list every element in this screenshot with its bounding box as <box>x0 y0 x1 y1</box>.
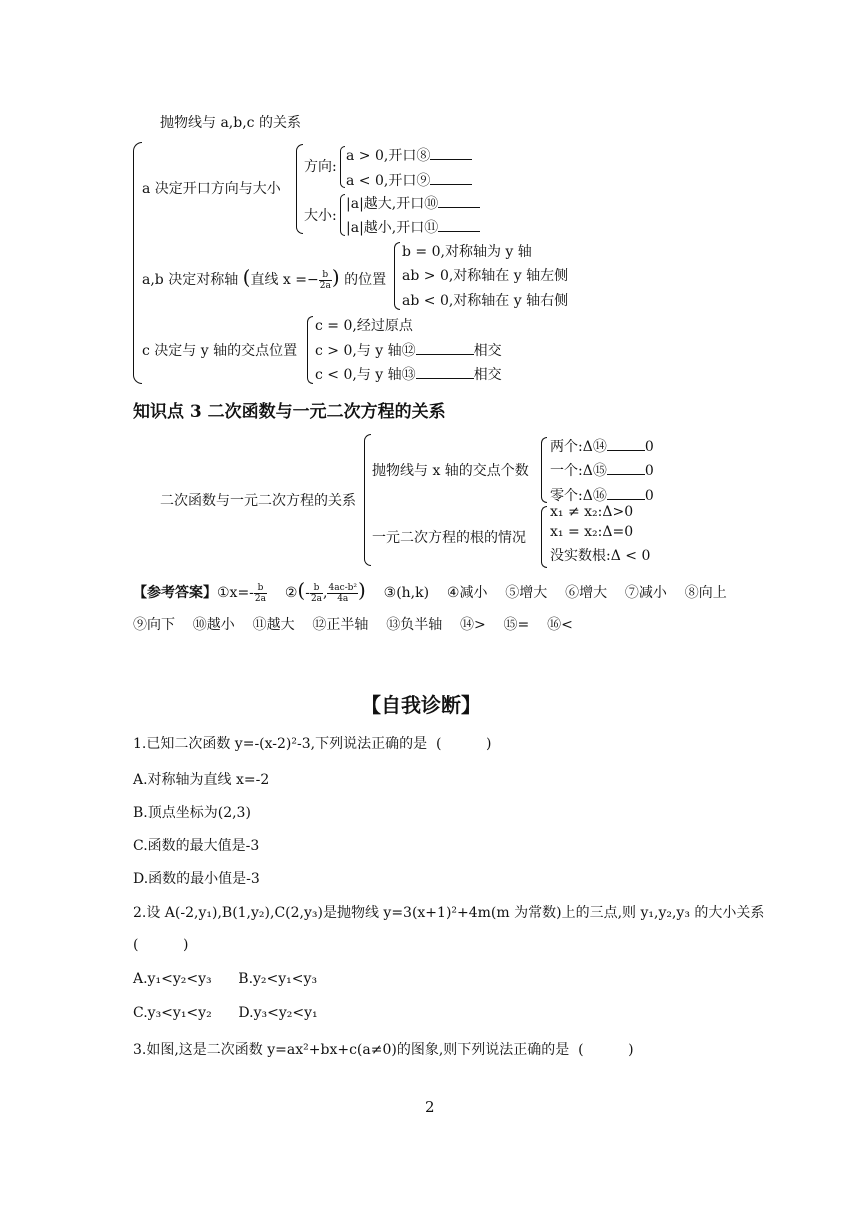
question-2-paren: ( ) <box>133 937 189 953</box>
roots-line-1: x₁ ≠ x₂:Δ>0 <box>550 504 634 520</box>
int-2-post: 0 <box>644 463 654 479</box>
blank-9 <box>430 171 472 185</box>
int-2-pre: 一个:Δ⑮ <box>550 463 607 479</box>
size-line-1 <box>346 193 480 213</box>
paren-open: ( <box>242 265 251 289</box>
ab-frac-den: 2a <box>319 280 331 291</box>
intersection-line-3 <box>550 485 654 505</box>
relation-brace <box>364 434 371 566</box>
direction-label: 方向: <box>304 159 337 175</box>
direction-line-2 <box>346 170 472 190</box>
relation-root-label: 二次函数与一元二次方程的关系 <box>160 493 356 509</box>
direction-line-1 <box>346 145 472 165</box>
intersection-label: 抛物线与 x 轴的交点个数 <box>372 463 529 479</box>
direction-1-text: a > 0,开口⑧ <box>346 148 431 164</box>
c-2-pre: c > 0,与 y 轴⑫ <box>315 343 416 359</box>
ab-fraction <box>319 270 332 291</box>
answers-label: 【参考答案】 <box>133 585 217 601</box>
knowledge-point-3-heading: 知识点 3 二次函数与一元二次方程的关系 <box>133 402 446 422</box>
size-brace <box>340 194 345 236</box>
question-1: 1.已知二次函数 y=-(x-2)²-3,下列说法正确的是 ( ) <box>133 736 492 752</box>
blank-16 <box>607 486 645 500</box>
question-1-option-d: D.函数的最小值是-3 <box>133 871 260 887</box>
outer-brace <box>133 142 142 384</box>
ab-label-mid: 直线 x =− <box>250 272 319 288</box>
self-diagnosis-heading: 【自我诊断】 <box>361 693 481 717</box>
answer-7: ⑦减小 <box>624 585 667 601</box>
c-line-2 <box>315 340 502 360</box>
int-1-pre: 两个:Δ⑭ <box>550 439 607 455</box>
answer-2-paren-close: ) <box>358 578 366 602</box>
answer-4: ④减小 <box>446 585 488 601</box>
answer-2-paren-open: ( <box>297 578 306 602</box>
question-1-option-a: A.对称轴为直线 x=-2 <box>133 772 270 788</box>
c-line-1: c = 0,经过原点 <box>315 318 413 334</box>
question-2: 2.设 A(-2,y₁),B(1,y₂),C(2,y₃)是抛物线 y=3(x+1)²+4m(m 为常数)上的三点,则 y₁,y₂,y₃ 的大小关系 <box>133 905 765 921</box>
intersection-line-1 <box>550 436 654 456</box>
direction-2-text: a < 0,开口⑨ <box>346 173 431 189</box>
answer-8: ⑧向上 <box>684 585 727 601</box>
answer-2-fraction-1 <box>310 583 323 604</box>
size-1-text: |a|越大,开口⑩ <box>346 196 439 212</box>
blank-10 <box>438 194 480 208</box>
section-title: 抛物线与 a,b,c 的关系 <box>160 115 301 131</box>
c-2-post: 相交 <box>473 343 502 359</box>
answer-2-den-2: 4a <box>337 593 349 604</box>
page-number: 2 <box>425 1098 435 1116</box>
answer-2-pre: ② <box>284 585 298 601</box>
ab-line-3: ab < 0,对称轴在 y 轴右侧 <box>402 293 569 309</box>
answer-2-fraction-2 <box>327 583 358 604</box>
c-brace <box>307 316 313 384</box>
question-1-option-c: C.函数的最大值是-3 <box>133 838 260 854</box>
c-line-3 <box>315 364 502 384</box>
a-label: a 决定开口方向与大小 <box>142 181 281 197</box>
int-3-post: 0 <box>644 488 654 504</box>
answer-1-num: b <box>254 583 267 594</box>
blank-15 <box>607 461 645 475</box>
intersection-line-2 <box>550 460 654 480</box>
ab-line-1: b = 0,对称轴为 y 轴 <box>402 244 532 260</box>
c-3-pre: c < 0,与 y 轴⑬ <box>315 367 416 383</box>
int-1-post: 0 <box>644 439 654 455</box>
answers-line-1: 【参考答案】①x=- $\frac{b}{2a}$ ②(- $\frac{b}{2a}$ , $\frac{\text{4ac-b²}}{4a}$ ) ③(h,k) ④减小 ⑤增大 ⑥增大 ⑦减小 ⑧向上 <box>133 578 727 604</box>
blank-12 <box>416 341 474 355</box>
ab-label <box>142 265 386 291</box>
size-label: 大小: <box>304 208 337 224</box>
answer-1-den: 2a <box>254 593 267 604</box>
answer-1-fraction <box>254 583 267 604</box>
answer-5: ⑤增大 <box>505 585 548 601</box>
question-3: 3.如图,这是二次函数 y=ax²+bx+c(a≠0)的图象,则下列说法正确的是 ( ) <box>133 1042 634 1058</box>
answer-3: ③(h,k) <box>383 585 430 601</box>
paren-close: ) <box>331 265 340 289</box>
ab-frac-num: b <box>319 270 332 281</box>
roots-line-3: 没实数根:Δ < 0 <box>550 548 651 564</box>
answers-line-2: ⑨向下 ⑩越小 ⑪越大 ⑫正半轴 ⑬负半轴 ⑭> ⑮= ⑯< <box>133 617 573 633</box>
c-label: c 决定与 y 轴的交点位置 <box>142 343 298 359</box>
int-3-pre: 零个:Δ⑯ <box>550 488 607 504</box>
blank-14 <box>607 437 645 451</box>
intersection-brace <box>541 437 547 503</box>
size-2-text: |a|越小,开口⑪ <box>346 220 439 236</box>
roots-label: 一元二次方程的根的情况 <box>372 530 526 546</box>
c-3-post: 相交 <box>473 367 502 383</box>
question-2-options-cd: C.y₃<y₁<y₂ D.y₃<y₂<y₁ <box>133 1005 318 1021</box>
blank-8 <box>430 146 472 160</box>
a-brace <box>296 144 303 234</box>
blank-13 <box>416 365 474 379</box>
question-1-option-b: B.顶点坐标为(2,3) <box>133 805 251 821</box>
direction-brace <box>340 146 345 188</box>
answer-6: ⑥增大 <box>565 585 608 601</box>
ab-line-2: ab > 0,对称轴在 y 轴左侧 <box>402 268 569 284</box>
answer-2-num-1: b <box>310 583 323 594</box>
roots-line-2: x₁ = x₂:Δ=0 <box>550 524 634 540</box>
ab-label-post: 的位置 <box>344 272 387 288</box>
answer-2-den-1: 2a <box>310 593 323 604</box>
size-line-2 <box>346 217 480 237</box>
roots-brace <box>541 506 547 568</box>
answer-2-num-2: 4ac-b² <box>328 582 358 593</box>
blank-11 <box>438 218 480 232</box>
question-2-options-ab: A.y₁<y₂<y₃ B.y₂<y₁<y₃ <box>133 971 318 987</box>
answer-1-pre: ①x=- <box>217 585 254 601</box>
ab-brace <box>394 242 400 310</box>
ab-label-pre: a,b 决定对称轴 <box>142 272 239 288</box>
